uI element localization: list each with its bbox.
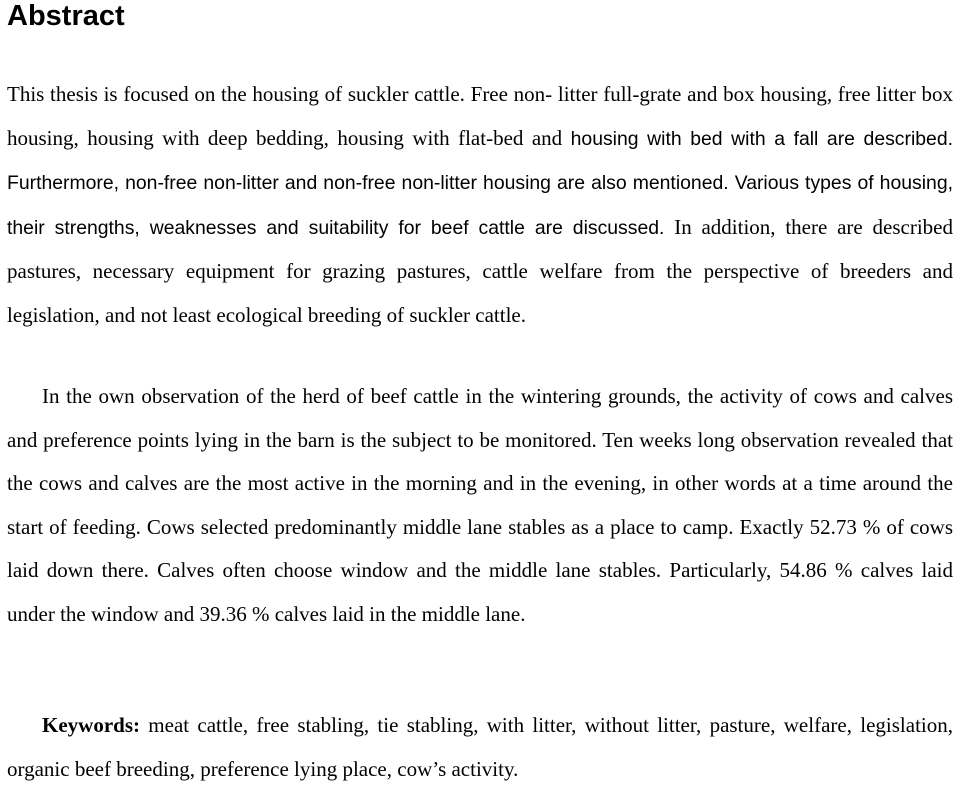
keywords-text: meat cattle, free stabling, tie stabling, with litter, without litter, pasture, welfare, legislation, organic beef breeding, preference lying place, cow’s activity. xyxy=(7,713,953,781)
paragraph-1-text-b: housing with bed with a fall are described. Furthermore, non-free non-litter and non-free non-litter housing are also mentioned. Various types of housing, their strengths, weaknesses and suitability for beef cattle are discussed. xyxy=(7,127,954,239)
keywords-label: Keywords: xyxy=(42,713,140,737)
paragraph-1-text-a: This thesis is focused on the housing of suckler cattle. Free non- litter full-grate and box housing, free litter box housing, housing with deep bedding, housing with flat-bed and xyxy=(7,82,953,150)
abstract-paragraph-2: In the own observation of the herd of beef cattle in the wintering grounds, the activity of cows and calves and preference points lying in the barn is the subject to be monitored. Ten weeks long observation revealed that the cows and calves are the most active in the morning and in the evening, in other words at a time around the start of feeding. Cows selected predominantly middle lane stables as a place to camp. Exactly 52.73 % of cows laid down there. Calves often choose window and the middle lane stables. Particularly, 54.86 % calves laid under the window and 39.36 % calves laid in the middle lane. xyxy=(7,384,953,626)
abstract-paragraph-1 xyxy=(7,73,953,338)
paragraph-1-text-c: In addition, there are described pastures, necessary equipment for grazing pastures, cattle welfare from the perspective of breeders and legislation, and not least ecological breeding of suckler cattle. xyxy=(7,214,954,327)
abstract-heading: Abstract xyxy=(7,0,125,32)
keywords-paragraph xyxy=(7,703,953,791)
